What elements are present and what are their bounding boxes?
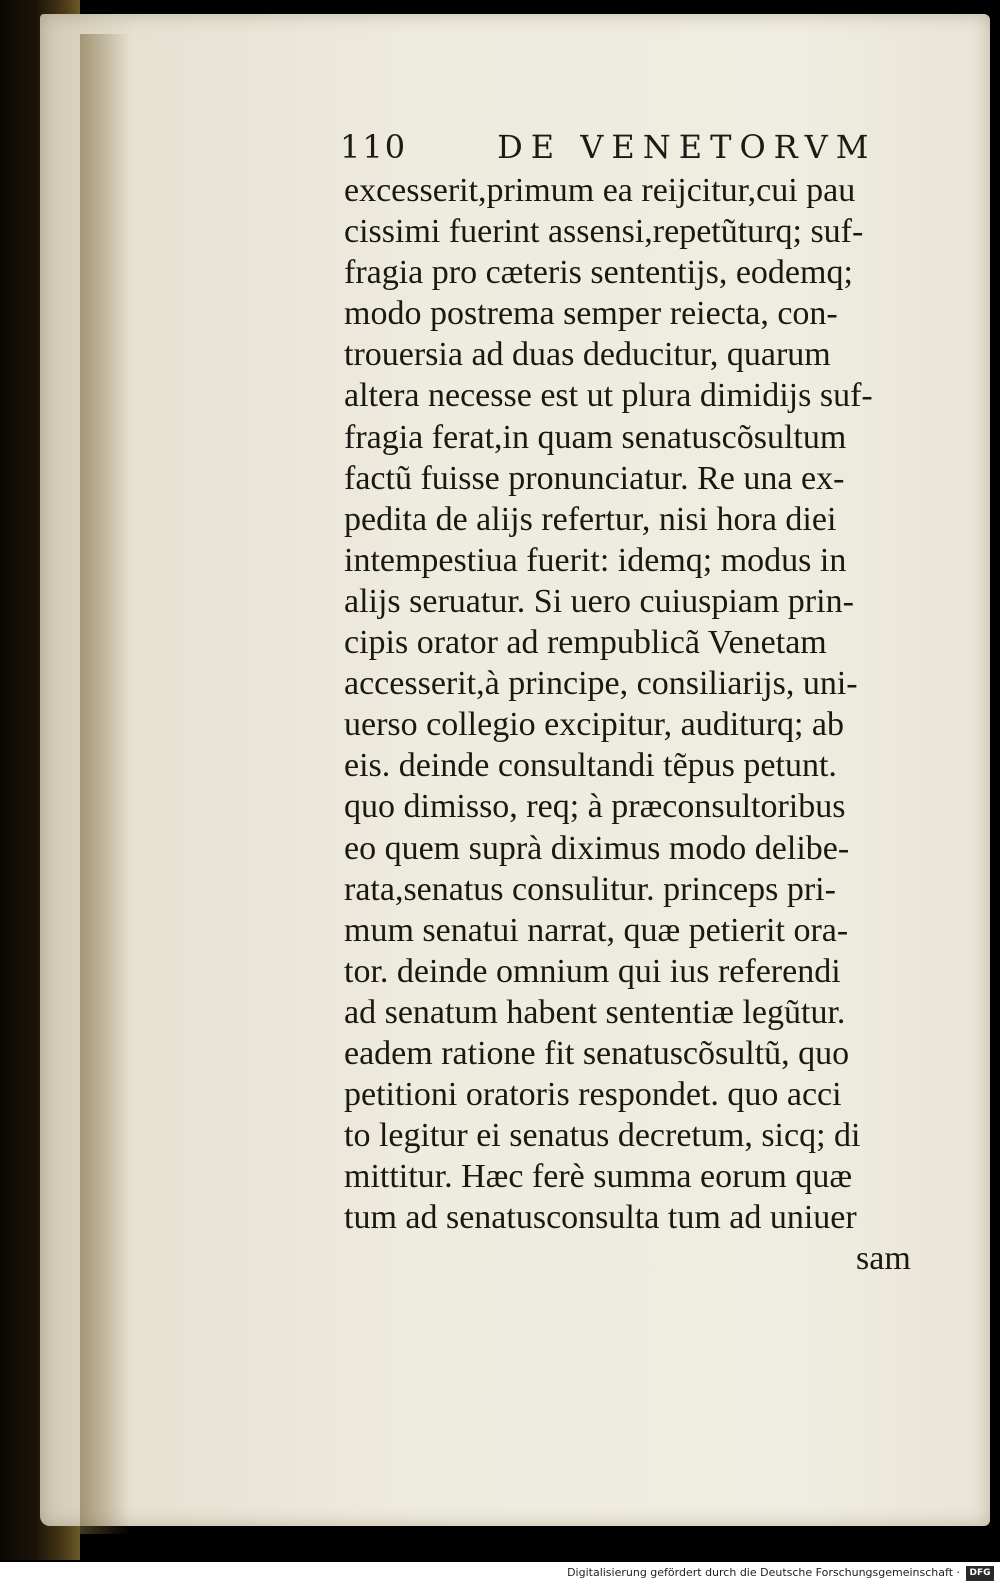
text-line: pedita de alijs refertur, nisi hora diei [344, 500, 837, 538]
text-line: intempestiua fuerit: idemq; modus in [344, 541, 847, 579]
text-line: altera necesse est ut plura dimidijs suf- [344, 377, 873, 415]
catchword: sam [856, 1240, 911, 1277]
dfg-logo: DFG [966, 1566, 994, 1581]
text-line: factũ fuisse pronunciatur. Re una ex- [344, 459, 845, 497]
running-title: DE VENETORVM [497, 128, 877, 166]
page-gutter-shadow [80, 34, 130, 1534]
text-line: tum ad senatusconsulta tum ad uniuer [344, 1199, 857, 1237]
funding-credit: Digitalisierung gefördert durch die Deutsche Forschungsgemeinschaft · [567, 1566, 960, 1579]
text-line: cissimi fuerint assensi,repetũturq; suf- [344, 213, 864, 251]
text-line: excesserit,primum ea reijcitur,cui pau [344, 172, 856, 209]
page-number: 110 [340, 128, 408, 166]
text-line: eis. deinde consultandi tẽpus petunt. [344, 747, 837, 785]
text-line: ad senatum habent sententiæ legũtur. [344, 993, 846, 1031]
text-line: eadem ratione fit senatuscõsultũ, quo [344, 1034, 850, 1072]
text-line: rata,senatus consulitur. princeps pri- [344, 870, 836, 908]
text-line: modo postrema semper reiecta, con- [344, 295, 838, 333]
text-line: accesserit,à principe, consiliarijs, uni- [344, 665, 858, 703]
running-head [340, 128, 877, 166]
text-line: uerso collegio excipitur, auditurq; ab [344, 706, 844, 744]
text-line: to legitur ei senatus decretum, sicq; di [344, 1117, 861, 1155]
text-line: quo dimisso, req; à præconsultoribus [344, 788, 846, 826]
text-line: trouersia ad duas deducitur, quarum [344, 336, 831, 374]
text-line: fragia ferat,in quam senatuscõsultum [344, 418, 847, 456]
text-line: petitioni oratoris respondet. quo acci [344, 1076, 842, 1114]
text-line: fragia pro cæteris sententijs, eodemq; [344, 254, 853, 292]
text-line: mittitur. Hæc ferè summa eorum quæ [344, 1158, 853, 1196]
body-text [344, 170, 944, 1238]
text-line: tor. deinde omnium qui ius referendi [344, 952, 841, 990]
text-line: cipis orator ad rempublicã Venetam [344, 624, 827, 662]
text-line: mum senatui narrat, quæ petierit ora- [344, 911, 849, 949]
text-line: alijs seruatur. Si uero cuiuspiam prin- [344, 582, 854, 620]
text-line: eo quem suprà diximus modo delibe- [344, 829, 850, 867]
digitization-footer [0, 1562, 1000, 1586]
